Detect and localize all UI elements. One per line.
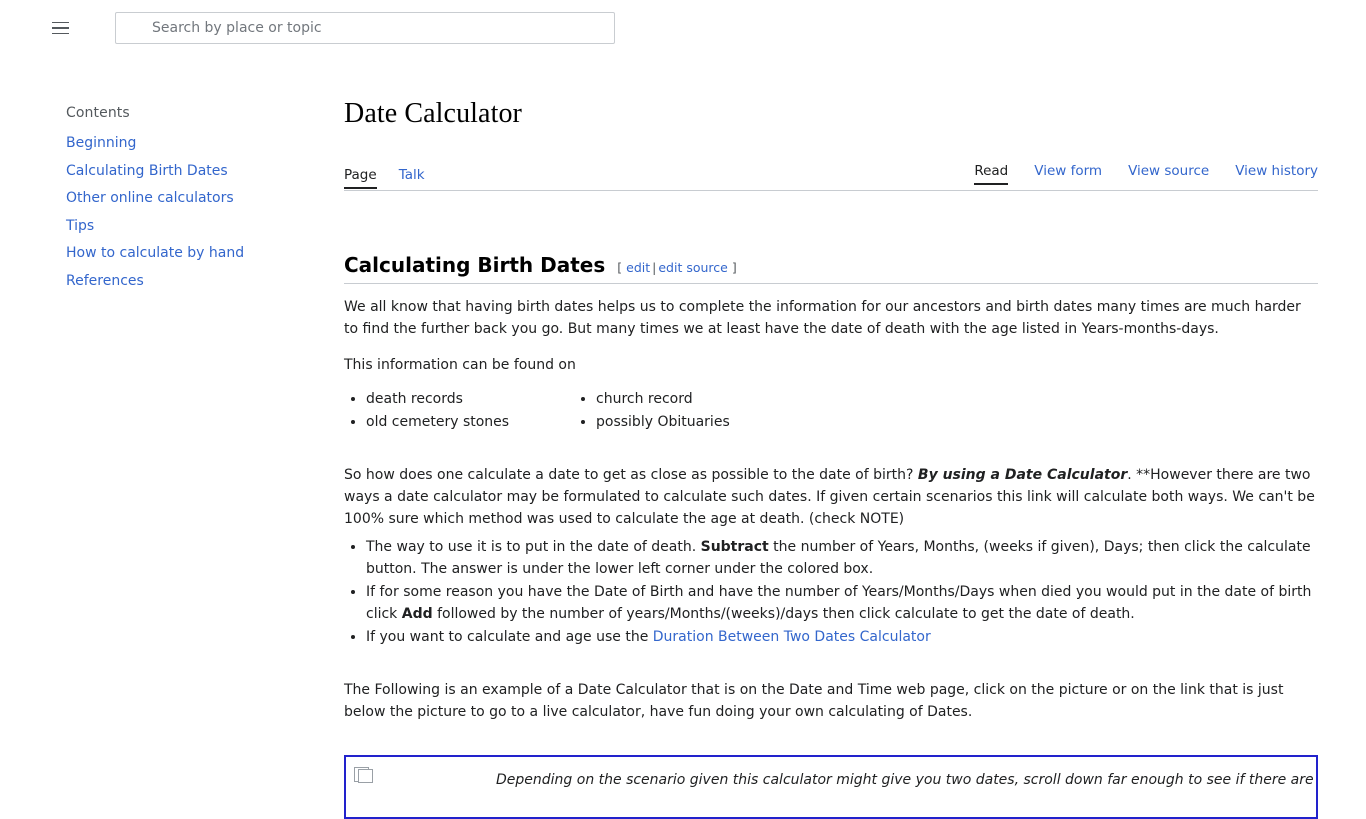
list-item (66, 218, 306, 234)
bold-add: Add (401, 606, 433, 623)
note-box (344, 755, 1318, 819)
site-header (0, 0, 1366, 56)
tab-bar (344, 160, 1318, 191)
paragraph-example: The Following is an example of a Date Calculator that is on the Date and Time web page, click on the picture or on the link that is just below the picture to go to a live calculator, have fun doing your own calculating of Dates. (344, 682, 1284, 721)
edit-source-link[interactable]: edit source (658, 260, 728, 276)
paragraph-sources-lead: This information can be found on (344, 357, 576, 374)
table-of-contents (66, 105, 306, 300)
edit-link[interactable]: edit (626, 260, 651, 276)
paragraph-how-it-works (344, 464, 1318, 530)
hamburger-bar (52, 33, 69, 35)
list-item: • old cemetery stones (366, 411, 574, 434)
page-title: Date Calculator (344, 98, 522, 129)
sources-column-2 (574, 388, 730, 434)
tab-view-form[interactable]: View form (1034, 163, 1103, 180)
tab-talk[interactable]: Talk (398, 167, 425, 184)
sidebar-item-other-online-calculators[interactable]: Other online calculators (66, 190, 234, 206)
bracket-close: ] (731, 260, 737, 276)
toc-title: Contents (66, 105, 130, 121)
pages-icon-front (358, 769, 373, 783)
spacer (344, 434, 1318, 452)
spacer (344, 649, 1318, 667)
paragraph-intro: We all know that having birth dates helps us to complete the information for our ancestors and birth dates many times are much harder to find the further back you go. But many times we at least have the date of death with the age listed in Years-months-days. (344, 299, 1301, 338)
namespace-tabs (344, 167, 425, 189)
note-box-text: Depending on the scenario given this calculator might give you two dates, scroll down far enough to see if there are (496, 772, 1314, 789)
section-heading: Calculating Birth Dates (344, 253, 606, 278)
sidebar-item-calculating-birth-dates[interactable]: Calculating Birth Dates (66, 162, 228, 179)
toc-list (66, 135, 306, 289)
sidebar-item-beginning[interactable]: Beginning (66, 135, 137, 151)
text-part: So how does one calculate a date to get as close as possible to the date of birth? (344, 467, 918, 484)
sidebar-item-tips[interactable]: Tips (66, 217, 95, 234)
sources-column-1 (344, 388, 574, 434)
emphasis-date-calculator: By using a Date Calculator (917, 467, 1128, 484)
list-item (66, 273, 306, 289)
sources-list (344, 388, 1318, 434)
list-item (66, 163, 306, 179)
list-item (366, 581, 1318, 625)
list-item (66, 190, 306, 206)
hamburger-bar (52, 27, 69, 29)
edit-separator: | (652, 260, 657, 276)
list-item: • death records (366, 388, 574, 411)
search-box[interactable] (115, 12, 615, 44)
text-part: The way to use it is to put in the date of death. (366, 539, 701, 556)
text-part: . **However there are two ways a date calculator may be formulated to calculate such dates. If given certain scenarios this link will calculate both ways. We can't be 100% sure which method was used to calculate the age at death. (check NOTE) (344, 467, 1315, 528)
text-part: followed by the number of years/Months/(weeks)/days then click calculate to get the date of death. (432, 606, 1135, 623)
main-content (344, 96, 1318, 819)
section-header (344, 253, 1318, 284)
list-item (66, 245, 306, 261)
sidebar-item-references[interactable]: References (66, 272, 144, 289)
list-item (66, 135, 306, 151)
tab-page[interactable]: Page (344, 167, 377, 189)
hamburger-icon[interactable] (48, 16, 72, 40)
tab-view-history[interactable]: View history (1235, 163, 1318, 180)
instructions-list (344, 536, 1318, 648)
text-part: If for some reason you have the Date of Birth and have the number of Years/Months/Days when died you would put in the date of birth click (366, 584, 1312, 623)
bracket-open: [ (617, 260, 623, 276)
view-tabs (974, 163, 1318, 185)
list-item: • possibly Obituaries (596, 411, 730, 434)
section-edit-links (617, 260, 736, 275)
hamburger-bar (52, 22, 69, 24)
tab-view-source[interactable]: View source (1128, 163, 1210, 180)
search-input[interactable] (115, 12, 615, 44)
text-part: the number of Years, Months, (weeks if given), Days; then click the calculate button. The answer is under the lower left corner under the colored box. (366, 539, 1311, 578)
pages-icon (354, 767, 372, 781)
duration-between-two-dates-calculator-link[interactable]: Duration Between Two Dates Calculator (652, 629, 931, 646)
list-item (366, 626, 1318, 648)
sidebar-item-how-to-calculate-by-hand[interactable]: How to calculate by hand (66, 245, 245, 261)
bold-subtract: Subtract (700, 539, 769, 556)
tab-read[interactable]: Read (974, 163, 1008, 185)
list-item (366, 536, 1318, 580)
list-item: • church record (596, 388, 730, 411)
text-part: If you want to calculate and age use the (366, 629, 653, 646)
